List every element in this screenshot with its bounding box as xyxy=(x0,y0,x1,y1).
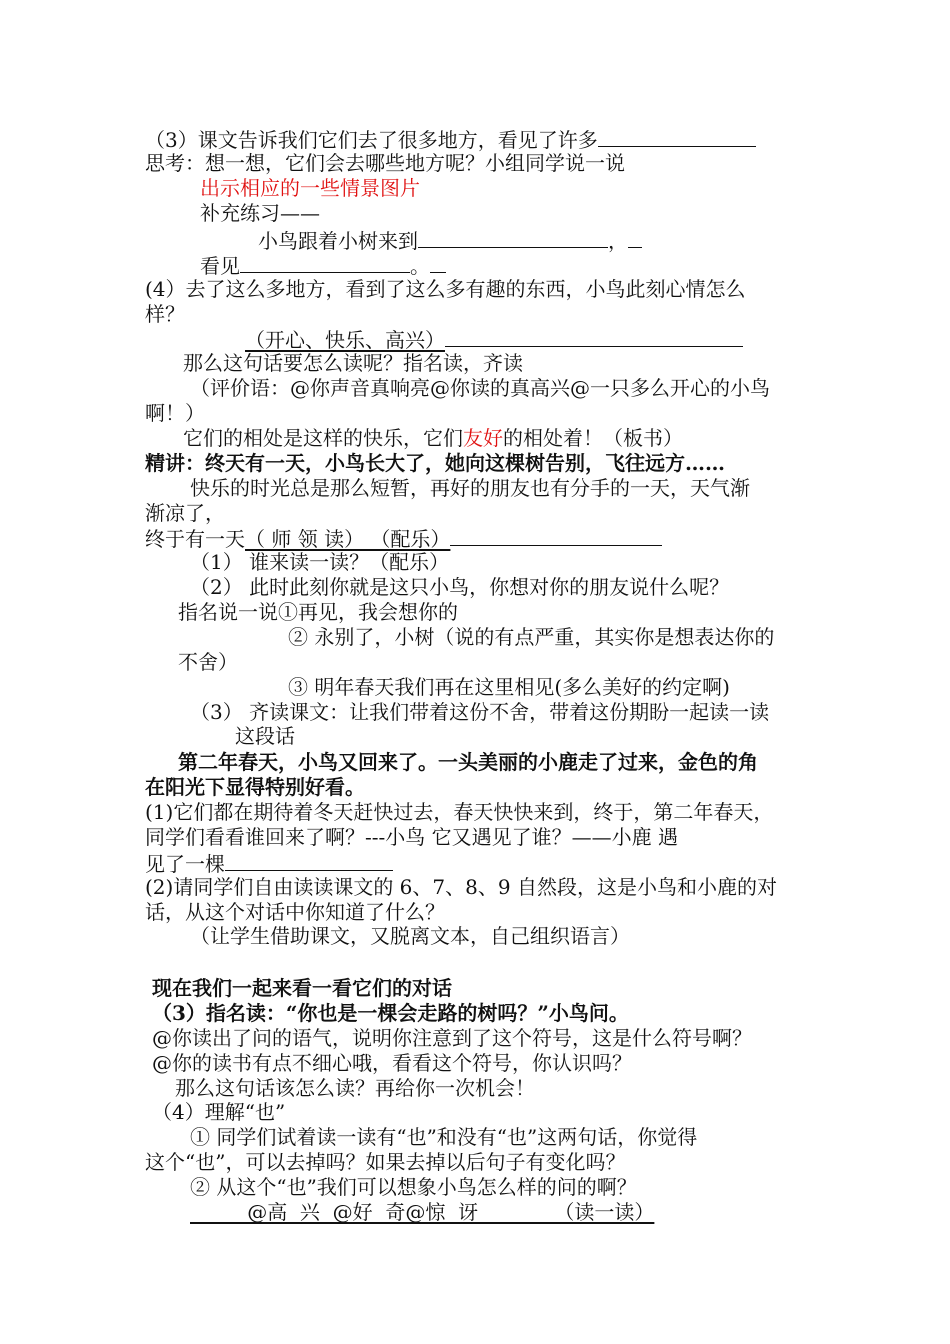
text-line: （让学生借助课文，又脱离文本，自己组织语言） xyxy=(190,924,630,948)
text-line: 啊！） xyxy=(145,401,205,425)
text-line: 补充练习—— xyxy=(200,201,320,225)
blank-underline xyxy=(445,326,743,347)
red-word: 友好 xyxy=(463,426,503,450)
blank-underline xyxy=(628,227,642,248)
text-line: @你读出了问的语气，说明你注意到了这个符号，这是什么符号啊？ xyxy=(152,1026,752,1050)
section-heading: 现在我们一起来看一看它们的对话 xyxy=(152,976,452,1000)
text-line: 不舍） xyxy=(178,650,238,674)
line-text: 终于有一天 xyxy=(145,527,245,551)
text-line: @你的读书有点不细心哦，看看这个符号，你认识吗？ xyxy=(152,1051,632,1075)
blank-underline xyxy=(450,525,662,546)
section-heading: 精讲：终天有一天，小鸟长大了，她向这棵树告别，飞往远方…… xyxy=(145,451,725,475)
text-line xyxy=(145,126,756,152)
text-line xyxy=(258,227,642,253)
text-line xyxy=(245,326,743,352)
blank-underline xyxy=(240,252,410,273)
text-line xyxy=(145,525,662,551)
blank-underline xyxy=(418,227,608,248)
text-line: (1)它们都在期待着冬天赶快过去，春天快快来到，终于，第二年春天， xyxy=(145,800,774,824)
text-line: ① 同学们试着读一读有“也”和没有“也”这两句话，你觉得 xyxy=(190,1125,698,1149)
text-line: （评价语：@你声音真响亮@你读的真高兴@一只多么开心的小鸟 xyxy=(190,376,770,400)
text-line: 样？ xyxy=(145,302,185,326)
line-text: 见了一棵 xyxy=(145,852,225,876)
line-text: （3）课文告诉我们它们去了很多地方，看见了许多 xyxy=(145,128,598,152)
line-text: （开心、快乐、高兴） xyxy=(245,328,445,352)
line-text: ， xyxy=(608,229,628,253)
blank-underline xyxy=(598,126,756,147)
text-line: @高 兴 @好 奇@惊 讶 （读一读） xyxy=(190,1200,655,1224)
text-line: （4）理解“也” xyxy=(152,1100,286,1124)
text-line xyxy=(145,850,393,876)
line-text: 看见 xyxy=(200,254,240,278)
section-heading: （3）指名读：“你也是一棵会走路的树吗？”小鸟问。 xyxy=(152,1001,629,1025)
text-line xyxy=(183,426,683,450)
line-text: 的相处着！（板书） xyxy=(503,426,683,450)
line-text: 它们的相处是这样的快乐，它们 xyxy=(183,426,463,450)
text-line: 这段话 xyxy=(235,724,295,748)
line-text: 小鸟跟着小树来到 xyxy=(258,229,418,253)
blank-underline xyxy=(430,252,446,273)
text-line: ③ 明年春天我们再在这里相见(多么美好的约定啊) xyxy=(288,675,730,699)
text-line: ② 永别了，小树（说的有点严重，其实你是想表达你的 xyxy=(288,625,775,649)
text-line: 快乐的时光总是那么短暂，再好的朋友也有分手的一天，天气渐 xyxy=(190,476,750,500)
text-line: 同学们看看谁回来了啊？---小鸟 它又遇见了谁？——小鹿 遇 xyxy=(145,825,678,849)
text-line: 渐凉了， xyxy=(145,501,225,525)
text-line: 那么这句话要怎么读呢？指名读，齐读 xyxy=(183,351,523,375)
section-heading: 第二年春天，小鸟又回来了。一头美丽的小鹿走了过来，金色的角 xyxy=(178,750,758,774)
text-line: (4）去了这么多地方，看到了这么多有趣的东西，小鸟此刻心情怎么 xyxy=(145,277,746,301)
text-line: 那么这句话该怎么读？再给你一次机会！ xyxy=(175,1076,535,1100)
text-line: （1） 谁来读一读？（配乐） xyxy=(190,550,450,574)
text-line: 这个“也”，可以去掉吗？如果去掉以后句子有变化吗？ xyxy=(145,1150,626,1174)
red-note: 出示相应的一些情景图片 xyxy=(200,176,420,200)
text-line: 思考：想一想，它们会去哪些地方呢？小组同学说一说 xyxy=(145,151,625,175)
text-line: （2） 此时此刻你就是这只小鸟，你想对你的朋友说什么呢？ xyxy=(190,575,730,599)
text-line: ② 从这个“也”我们可以想象小鸟怎么样的问的啊？ xyxy=(190,1175,637,1199)
blank-underline xyxy=(225,850,393,871)
text-line: 话，从这个对话中你知道了什么？ xyxy=(145,900,445,924)
line-text: 。 xyxy=(410,254,430,278)
text-line: （3） 齐读课文：让我们带着这份不舍，带着这份期盼一起读一读 xyxy=(190,700,770,724)
text-line xyxy=(200,252,446,278)
section-heading: 在阳光下显得特别好看。 xyxy=(145,775,365,799)
line-text: （ 师 领 读） （配乐） xyxy=(245,527,451,551)
text-line: 指名说一说①再见，我会想你的 xyxy=(178,600,458,624)
text-line: (2)请同学们自由读读课文的 6、7、8、9 自然段，这是小鸟和小鹿的对 xyxy=(145,875,777,899)
